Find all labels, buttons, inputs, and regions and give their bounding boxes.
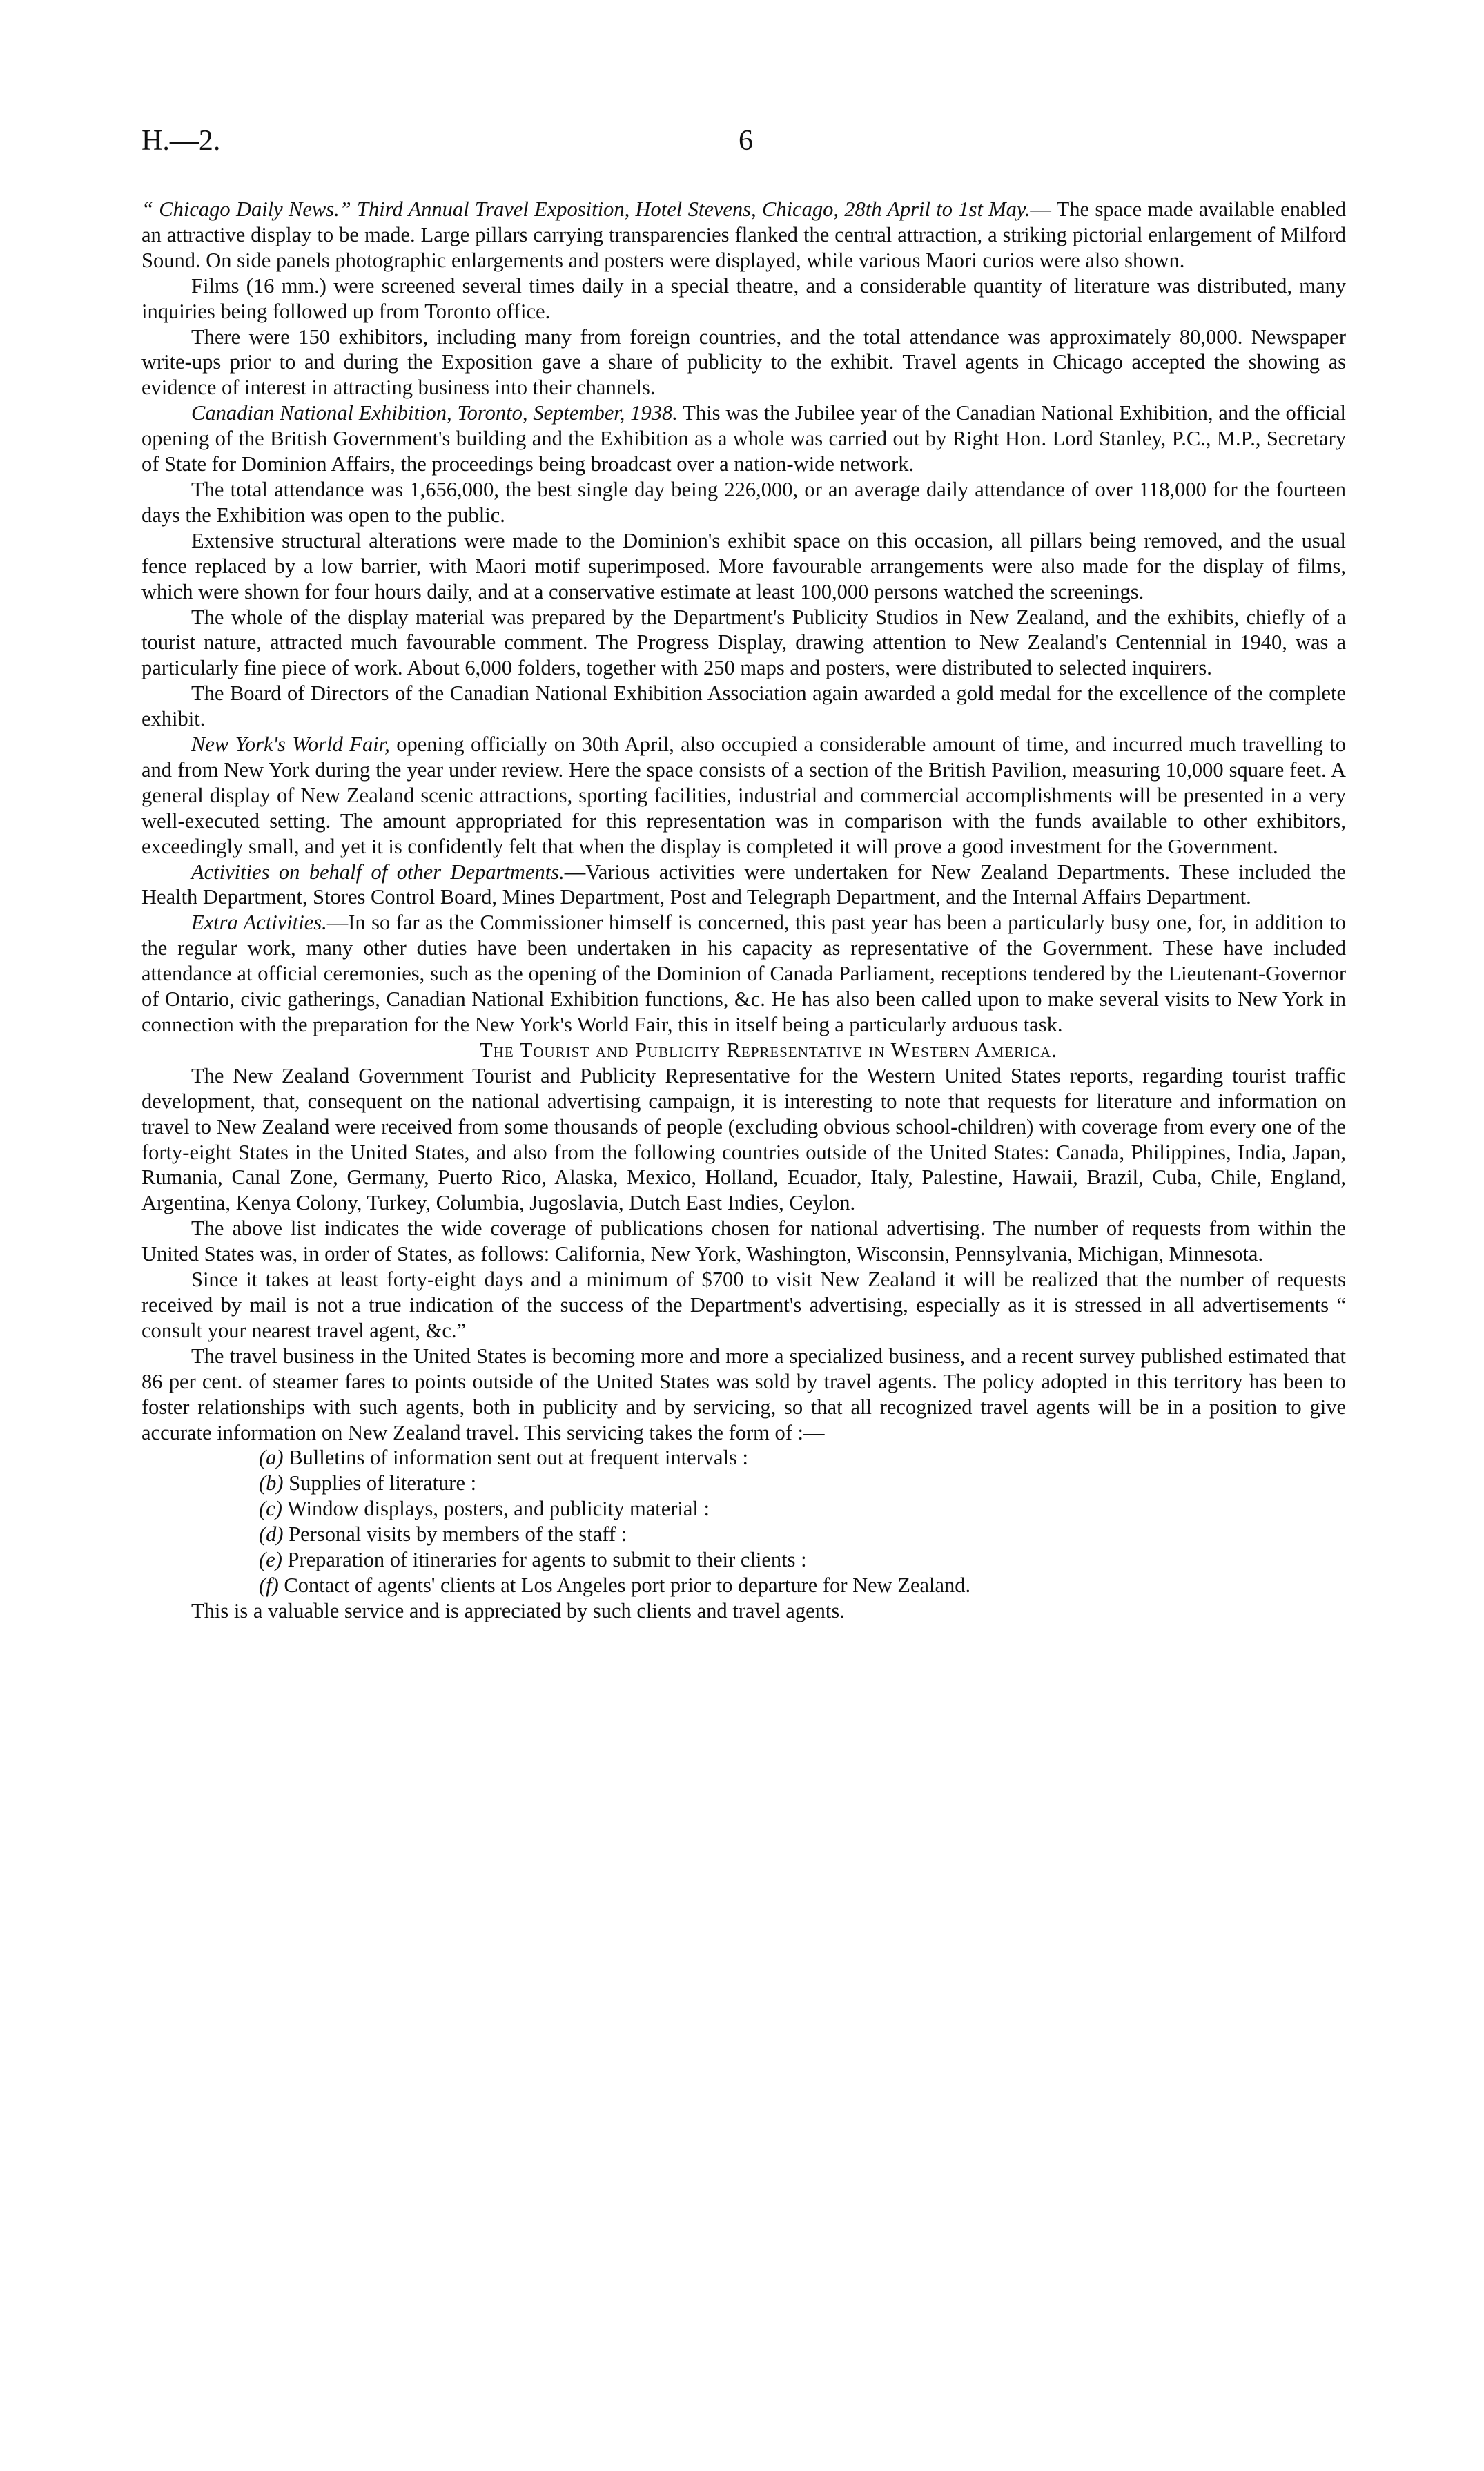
list-marker: (e): [259, 1548, 282, 1572]
paragraph-alterations: [141, 528, 1346, 605]
paragraph-gold-medal: [141, 681, 1346, 732]
paragraph-text: This was the Jubilee year of the Canadian National Exhibition, and the official opening of the British Government's building and the Exhibition as a whole was carried out by Right Hon. Lord Stanley, P.C., M.P., Secretary of State for Dominion Affairs, the proceedings being broadcast over a nation-wide network.: [141, 401, 1346, 476]
paragraph-text: The whole of the display material was prepared by the Department's Publicity Studios in New Zealand, and the exhibits, chiefly of a tourist nature, attracted much favourable comment. The Progress Display, drawing attention to New Zealand's Centennial in 1940, was a particularly fine piece of work. About 6,000 folders, together with 250 maps and posters, were distributed to selected inquirers.: [141, 605, 1346, 680]
paragraph-world-fair: [141, 732, 1346, 860]
page-number: 6: [739, 125, 753, 157]
list-item: [259, 1496, 1346, 1522]
paragraph-chicago-exposition: [141, 197, 1346, 273]
paragraph-other-departments: [141, 860, 1346, 911]
list-marker: (b): [259, 1471, 284, 1495]
servicing-list: [141, 1445, 1346, 1598]
list-marker: (d): [259, 1522, 284, 1547]
list-marker: (f): [259, 1573, 279, 1597]
paragraph-text: —In so far as the Commissioner himself is concerned, this past year has been a particularly busy one, for, in addition to the regular work, many other duties have been undertaken in his capacity as representative of the Government. These have included attendance at official ceremonies, such as the opening of the Dominion of Canada Parliament, receptions tendered by the Lieutenant-Governor of Ontario, civic gatherings, Canadian National Exhibition functions, &c. He has also been called upon to make several visits to New York in connection with the preparation for the New York's World Fair, this in itself being a particularly arduous task.: [141, 911, 1346, 1036]
paragraph-text: There were 150 exhibitors, including many from foreign countries, and the total attendance was approximately 80,000. Newspaper write-ups prior to and during the Exposition gave a share of publicity to the exhibit. Travel agents in Chicago accepted the showing as evidence of interest in attracting business into their channels.: [141, 324, 1346, 400]
paragraph-text: The total attendance was 1,656,000, the best single day being 226,000, or an average daily attendance of over 118,000 for the fourteen days the Exhibition was open to the public.: [141, 477, 1346, 527]
paragraph-films: [141, 273, 1346, 324]
paragraph-text: —Various activities were undertaken for New Zealand Departments. These included the Health Department, Stores Control Board, Mines Department, Post and Telegraph Department, and the Internal Affairs Department.: [141, 860, 1346, 909]
list-item: [259, 1547, 1346, 1573]
list-marker: (a): [259, 1446, 284, 1470]
list-item: [259, 1445, 1346, 1471]
paragraph-lead: “ Chicago Daily News.” Third Annual Travel Exposition, Hotel Stevens, Chicago, 28th April to 1st May.: [141, 197, 1031, 221]
section-heading: The Tourist and Publicity Representative in Western America.: [480, 1038, 1057, 1062]
list-text: Preparation of itineraries for agents to submit to their clients :: [287, 1548, 807, 1572]
paragraph-requests: The New Zealand Government Tourist and Publicity Representative for the Western United States reports, regarding tourist traffic development, that, consequent on the national advertising campaign, it is interesting to note that requests for literature and information on travel to New Zealand were received from some thousands of people (excluding obvious school-children) with coverage from every one of the forty-eight States in the United States, and also from the following countries outside of the United States: Canada, Philippines, India, Japan, Rumania, Canal Zone, Germany, Puerto Rico, Alaska, Mexico, Holland, Ecuador, Italy, Palestine, Hawaii, Brazil, Cuba, Chile, England, Argentina, Kenya Colony, Turkey, Columbia, Jugoslavia, Dutch East Indies, Ceylon.: [141, 1063, 1346, 1215]
paragraph-display-material: [141, 605, 1346, 681]
list-marker: (c): [259, 1497, 282, 1521]
list-text: Supplies of literature :: [289, 1471, 477, 1495]
list-item: [259, 1471, 1346, 1496]
paragraph-attendance: [141, 477, 1346, 528]
paragraph-travel-business: The travel business in the United States is becoming more and more a specialized business, and a recent survey published estimated that 86 per cent. of steamer fares to points outside of the United States was sold by travel agents. The policy adopted in this territory has been to foster relationships with such agents, both in publicity and by servicing, so that all recognized travel agents will be in a position to give accurate information on New Zealand travel. This servicing takes the form of :—: [141, 1344, 1346, 1444]
paragraph-exhibitors: [141, 324, 1346, 401]
list-text: Personal visits by members of the staff :: [289, 1522, 627, 1547]
document-id: H.—2.: [141, 125, 221, 157]
document-body: [141, 197, 1346, 1624]
list-text: Bulletins of information sent out at frequent intervals :: [289, 1446, 748, 1470]
paragraph-coverage: The above list indicates the wide coverage of publications chosen for national advertising. The number of requests from within the United States was, in order of States, as follows: California, New York, Washington, Wisconsin, Pennsylvania, Michigan, Minnesota.: [141, 1217, 1346, 1266]
list-text: Contact of agents' clients at Los Angeles port prior to departure for New Zealand.: [284, 1573, 971, 1597]
paragraph-lead: New York's World Fair,: [191, 733, 390, 757]
list-item: [259, 1522, 1346, 1547]
list-text: Window displays, posters, and publicity material :: [286, 1497, 710, 1521]
paragraph-lead: Extra Activities.: [191, 911, 327, 935]
paragraph-text: Films (16 mm.) were screened several times daily in a special theatre, and a considerable quantity of literature was distributed, many inquiries being followed up from Toronto office.: [141, 273, 1346, 323]
paragraph-lead: Canadian National Exhibition, Toronto, September, 1938.: [191, 401, 678, 425]
paragraph-closing: This is a valuable service and is appreciated by such clients and travel agents.: [191, 1598, 845, 1622]
list-item: [259, 1573, 1346, 1598]
paragraph-extra-activities: [141, 910, 1346, 1038]
paragraph-text: The Board of Directors of the Canadian National Exhibition Association again awarded a gold medal for the excellence of the complete exhibit.: [141, 681, 1346, 731]
paragraph-text: — The space made available enabled an attractive display to be made. Large pillars carrying transparencies flanked the central attraction, a striking pictorial enlargement of Milford Sound. On side panels photographic enlargements and posters were displayed, while various Maori curios were also shown.: [141, 197, 1346, 272]
paragraph-text: opening officially on 30th April, also occupied a considerable amount of time, and incurred much travelling to and from New York during the year under review. Here the space consists of a section of the British Pavilion, measuring 10,000 square feet. A general display of New Zealand scenic attractions, sporting facilities, industrial and commercial accomplishments will be presented in a very well-executed setting. The amount appropriated for this representation was in comparison with the funds available to other exhibitors, exceedingly small, and yet it is confidently felt that when the display is completed it will prove a good investment for the Government.: [141, 733, 1346, 858]
paragraph-mail-requests: Since it takes at least forty-eight days and a minimum of $700 to visit New Zealand it will be realized that the number of requests received by mail is not a true indication of the success of the Department's advertising, especially as it is stressed in all advertisements “ consult your nearest travel agent, &c.”: [141, 1268, 1346, 1342]
paragraph-text: Extensive structural alterations were made to the Dominion's exhibit space on this occasion, all pillars being removed, and the usual fence replaced by a low barrier, with Maori motif superimposed. More favourable arrangements were also made for the display of films, which were shown for four hours daily, and at a conservative estimate at least 100,000 persons watched the screenings.: [141, 528, 1346, 603]
paragraph-canadian-national-exhibition: [141, 400, 1346, 477]
paragraph-lead: Activities on behalf of other Departments.: [191, 860, 565, 884]
page-header: [141, 124, 1346, 166]
